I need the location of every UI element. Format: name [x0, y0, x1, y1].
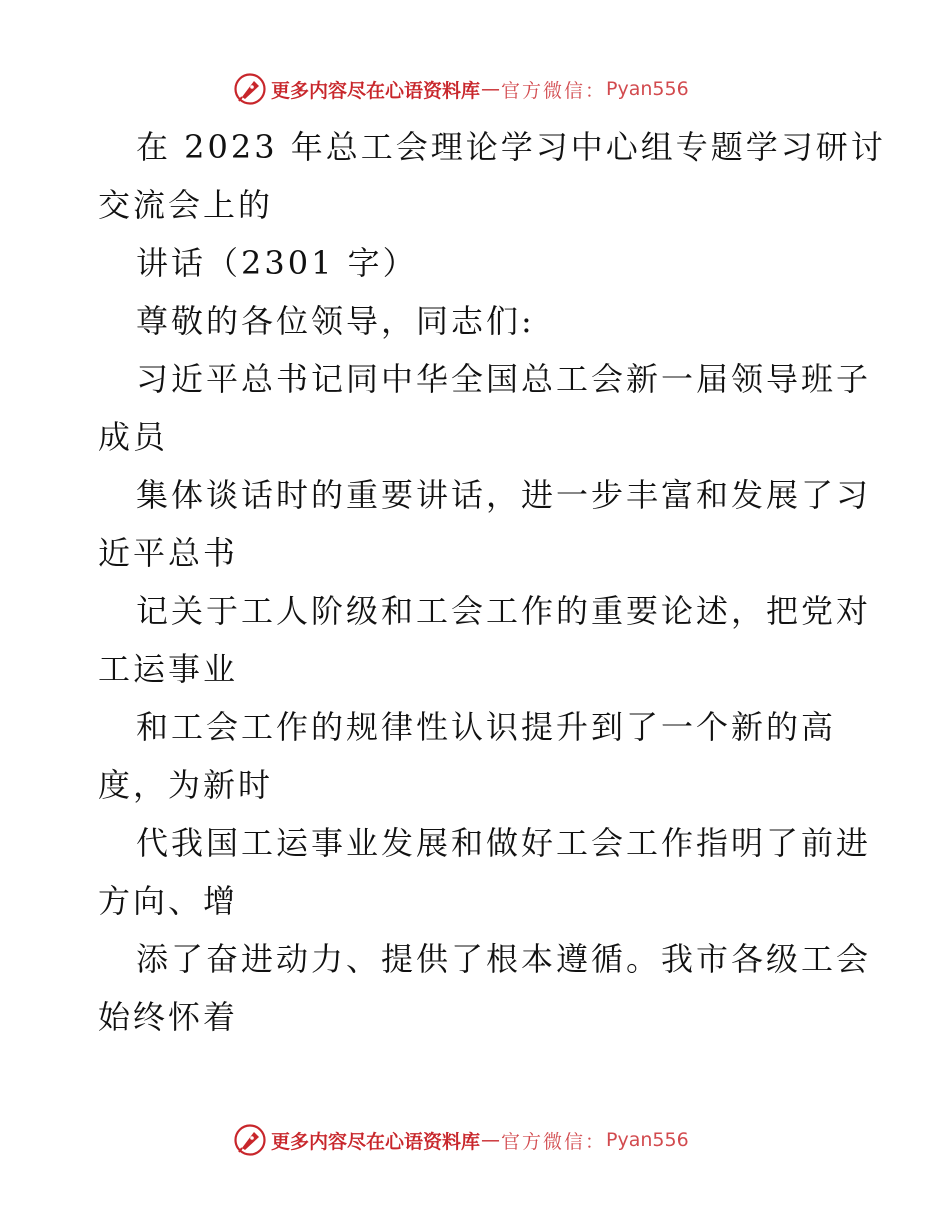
header-banner — [233, 72, 689, 106]
paragraph-line: 集体谈话时的重要讲话，进一步丰富和发展了习 — [136, 476, 872, 514]
paragraph-line: 方向、增 — [98, 882, 239, 920]
header-separator: — — [481, 78, 501, 100]
paragraph-line: 代我国工运事业发展和做好工会工作指明了前进 — [136, 824, 872, 862]
pen-nib-logo-icon — [233, 72, 267, 106]
paragraph-line: 习近平总书记同中华全国总工会新一届领导班子 — [136, 360, 872, 398]
paragraph-line: 添了奋进动力、提供了根本遵循。我市各级工会 — [136, 940, 872, 978]
footer-wechat-id: Pyan556 — [606, 1129, 689, 1151]
paragraph-line: 和工会工作的规律性认识提升到了一个新的高 — [136, 708, 837, 746]
pen-nib-logo-icon — [233, 1123, 267, 1157]
header-wechat-id: Pyan556 — [606, 78, 689, 100]
title-line-2: 交流会上的 — [98, 186, 274, 224]
title-line-3: 讲话（2301 字） — [136, 244, 418, 282]
footer-wechat-label: 官方微信： — [501, 1130, 607, 1153]
header-wechat-label: 官方微信： — [501, 79, 607, 102]
paragraph-line: 记关于工人阶级和工会工作的重要论述，把党对 — [136, 592, 872, 630]
paragraph-line: 始终怀着 — [98, 998, 239, 1036]
paragraph-line: 工运事业 — [98, 650, 239, 688]
header-promo-text: 更多内容尽在心语资料库 — [271, 79, 481, 102]
document-body — [98, 118, 886, 1046]
footer-separator: — — [481, 1129, 501, 1151]
paragraph-line: 成员 — [98, 418, 169, 456]
footer-promo-text: 更多内容尽在心语资料库 — [271, 1130, 481, 1153]
paragraph-line: 度，为新时 — [98, 766, 274, 804]
paragraph-line: 近平总书 — [98, 534, 239, 572]
salutation: 尊敬的各位领导，同志们: — [136, 302, 535, 340]
footer-banner — [233, 1123, 689, 1157]
title-line-1: 在 2023 年总工会理论学习中心组专题学习研讨 — [136, 128, 886, 166]
